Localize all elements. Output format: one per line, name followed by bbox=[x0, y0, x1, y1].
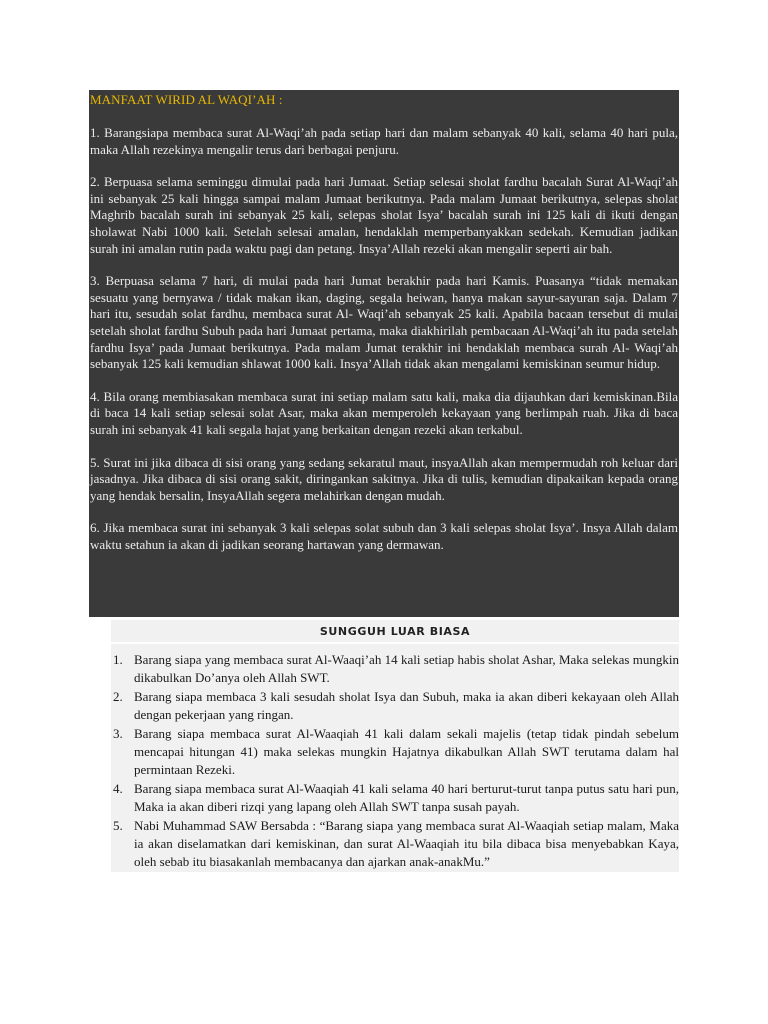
list-item-text: Barang siapa membaca 3 kali sesudah sholat Isya dan Subuh, maka ia akan diberi kekayaan oleh Allah dengan pekerjaan yang ringan. bbox=[134, 689, 679, 722]
list-item-number: 1. bbox=[113, 652, 123, 667]
manfaat-paragraph-6: 6. Jika membaca surat ini sebanyak 3 kali selepas solat subuh dan 3 kali selepas sholat Isya’. Insya Allah dalam waktu setahun ia akan di jadikan seorang hartawan yang dermawan. bbox=[90, 520, 678, 552]
list-item-text: Barang siapa yang membaca surat Al-Waaqi’ah 14 kali setiap habis sholat Ashar, Maka selekas mungkin dikabulkan Do’anya oleh Allah SWT. bbox=[134, 652, 679, 685]
manfaat-paragraph-4: 4. Bila orang membiasakan membaca surat ini setiap malam satu kali, maka dia dijauhkan dari kemiskinan.Bila di baca 14 kali setiap selesai solat Asar, maka akan memperoleh kekayaan yang berlimpah ruah. Jika di baca surah ini sebanyak 41 kali segala hajat yang berkaitan dengan rezeki akan terkabul. bbox=[90, 388, 678, 437]
list-item-number: 4. bbox=[113, 781, 123, 796]
luar-biasa-title: SUNGGUH LUAR BIASA bbox=[111, 620, 679, 644]
manfaat-section bbox=[89, 90, 679, 617]
list-item-text: Barang siapa membaca surat Al-Waaqiah 41 kali selama 40 hari berturut-turut tanpa putus satu hari pun, Maka ia akan diberi rizqi yang lapang oleh Allah SWT tanpa susah payah. bbox=[134, 781, 679, 814]
manfaat-paragraph-5: 5. Surat ini jika dibaca di sisi orang yang sedang sekaratul maut, insyaAllah akan mempermudah roh keluar dari jasadnya. Jika dibaca di sisi orang sakit, diringankan sakitnya. Jika di tulis, kemudian dipakaikan kepada orang yang hendak bersalin, InsyaAllah segera melahirkan dengan mudah. bbox=[90, 454, 678, 503]
list-item bbox=[111, 688, 679, 724]
list-item-number: 3. bbox=[113, 726, 123, 741]
list-item bbox=[111, 725, 679, 779]
list-item-text: Nabi Muhammad SAW Bersabda : “Barang siapa yang membaca surat Al-Waaqiah setiap malam, Maka ia akan diselamatkan dari kemiskinan, dan surat Al-Waaqiah itu bila dibaca bisa menyebabkan Kaya, oleh sebab itu biasakanlah membacanya dan ajarkan anak-anakMu.” bbox=[134, 818, 679, 869]
luar-biasa-section bbox=[111, 620, 679, 872]
list-item-number: 5. bbox=[113, 818, 123, 833]
list-item bbox=[111, 780, 679, 816]
list-item-number: 2. bbox=[113, 689, 123, 704]
list-item-text: Barang siapa membaca surat Al-Waaqiah 41 kali dalam sekali majelis (tetap tidak pindah sebelum mencapai hitungan 41) maka selekas mungkin Hajatnya dikabulkan Allah SWT terutama dalam hal permintaan Rezeki. bbox=[134, 726, 679, 777]
manfaat-paragraph-1: 1. Barangsiapa membaca surat Al-Waqi’ah pada setiap hari dan malam sebanyak 40 kali, selama 40 hari pula, maka Allah rezekinya mengalir terus dari berbagai penjuru. bbox=[90, 125, 678, 157]
luar-biasa-list bbox=[111, 644, 679, 871]
manfaat-title: MANFAAT WIRID AL WAQI’AH : bbox=[90, 92, 283, 107]
list-item bbox=[111, 651, 679, 687]
manfaat-paragraph-2: 2. Berpuasa selama seminggu dimulai pada hari Jumaat. Setiap selesai sholat fardhu bacalah Surat Al-Waqi’ah ini sebanyak 25 kali hingga sampai malam Jumaat berikutnya. Pada malam Jumaat berikutnya, selepas sholat Maghrib bacalah surah ini sebanyak 25 kali, selepas sholat Isya’ bacalah surah ini 125 kali di ikuti dengan sholawat Nabi 1000 kali. Setelah selesai amalan, hendaklah memperbanyakkan sedekah. Kemudian jadikan surah ini amalan rutin pada waktu pagi dan petang. Insya’Allah rezeki akan mengalir seperti air bah. bbox=[90, 174, 678, 256]
manfaat-paragraph-3: 3. Berpuasa selama 7 hari, di mulai pada hari Jumat berakhir pada hari Kamis. Puasanya “tidak memakan sesuatu yang bernyawa / tidak makan ikan, daging, segala heiwan, hanya makan sayur-sayuran saja. Dalam 7 hari itu, sesudah solat fardhu, membaca surat Al- Waqi’ah sebanyak 25 kali. Apabila bacaan tersebut di mulai setelah sholat fardhu Subuh pada hari Jumaat pertama, maka diakhirilah pembacaan Al-Waqi’ah itu pada setelah fardhu Isya’ pada Jumaat berikutnya. Pada malam Jumat terakhir ini hendaklah membaca surah Al- Waqi’ah sebanyak 125 kali kemudian shlawat 1000 kali. Insya’Allah tidak akan mengalami kemiskinan seumur hidup. bbox=[90, 273, 678, 372]
list-item bbox=[111, 817, 679, 871]
